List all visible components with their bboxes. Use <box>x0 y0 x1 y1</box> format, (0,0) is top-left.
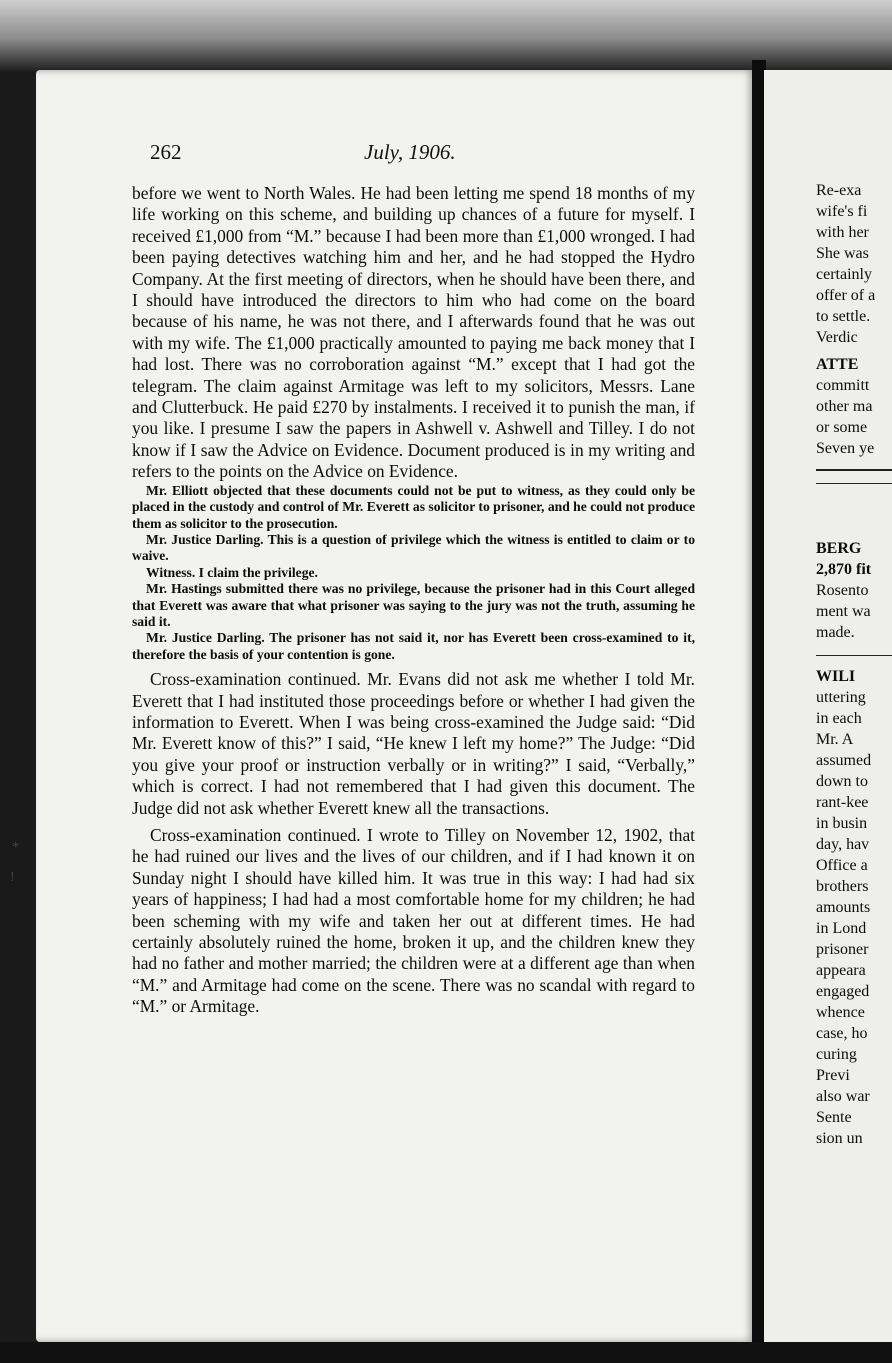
testimony-paragraph: Cross-examination continued. Mr. Evans did not ask me whether I told Mr. Everett that I had instituted those proceedings before or whether I had given the information to Everett. When I was being cross-examined the Judge said: “Did Mr. Everett know of this?” I said, “He knew I left my home?” The Judge: “Did you give your proof or instruction verbally or in writing?” I said, “Verbally,” which is correct. I had not remembered that I had given this document. The Judge did not ask whether Everett knew all the transactions. <box>132 669 695 818</box>
right-page-line: WILI <box>816 668 856 685</box>
right-page-line: down to <box>816 773 868 790</box>
right-page-line: sion un <box>816 1130 863 1147</box>
right-page-text <box>816 180 892 1149</box>
court-exchange-paragraph: Mr. Justice Darling. This is a question of privilege which the witness is entitled to claim or to waive. <box>132 531 695 564</box>
margin-mark: ! <box>10 870 15 885</box>
right-page-line: to settle. <box>816 308 871 325</box>
right-page-line: in busin <box>816 815 868 832</box>
right-page-line: also war <box>816 1088 870 1105</box>
right-page-line: offer of a <box>816 287 876 304</box>
right-page-line: with her <box>816 224 869 241</box>
court-exchange-paragraph: Mr. Hastings submitted there was no privilege, because the prisoner had in this Court alleged that Everett was aware that what prisoner was saying to the jury was not the truth, assuming he said it. <box>132 581 695 629</box>
right-page-line: amounts <box>816 899 871 916</box>
right-page-line: rant-kee <box>816 794 869 811</box>
right-page-line: Office a <box>816 857 868 874</box>
right-page-line: Previ <box>816 1067 850 1084</box>
right-page-line: made. <box>816 624 855 641</box>
right-page-line: Rosento <box>816 582 869 599</box>
right-page-line: case, ho <box>816 1025 868 1042</box>
right-page-line: day, hav <box>816 836 870 853</box>
right-page-line: prisoner <box>816 941 869 958</box>
right-page-line: uttering <box>816 689 866 706</box>
right-page <box>764 70 892 1350</box>
margin-mark: * <box>12 840 19 855</box>
right-page-line: committ <box>816 377 870 394</box>
right-page-line: BERG <box>816 540 862 557</box>
right-page-line: She was <box>816 245 869 262</box>
right-page-line: ment wa <box>816 603 871 620</box>
right-page-line: Sente <box>816 1109 852 1126</box>
section-rule <box>816 483 892 484</box>
testimony-paragraph: Cross-examination continued. I wrote to Tilley on November 12, 1902, that he had ruined our lives and the lives of our children, and if I had known it on Sunday night I should have killed him. It was true in this way: I had had six years of happiness; I had had a most comfortable home for my children; he had been scheming with my wife and taken her out at different times. He had certainly absolutely ruined the home, broken it up, and the children knew they had no father and mother married; the children were at a different age than when “M.” and Armitage had come on the scene. There was no scandal with regard to “M.” or Armitage. <box>132 825 695 1017</box>
right-page-line: in each <box>816 710 862 727</box>
right-page-line: appeara <box>816 962 866 979</box>
right-page-line: 2,870 fit <box>816 561 872 578</box>
right-page-line: assumed <box>816 752 872 769</box>
page-header <box>150 140 710 170</box>
right-page-line: Verdic <box>816 329 858 346</box>
right-page-line: Re-exa <box>816 182 862 199</box>
right-page-line: whence <box>816 1004 865 1021</box>
right-page-line: wife's fi <box>816 203 868 220</box>
right-page-line: engaged <box>816 983 870 1000</box>
right-page-line: Seven ye <box>816 440 875 457</box>
testimony-paragraph: before we went to North Wales. He had been letting me spend 18 months of my life working on this scheme, and building up chances of a future for myself. I received £1,000 from “M.” because I had been more than £1,000 wronged. I had been paying detectives watching him and her, and he had stopped the Hydro Company. At the first meeting of directors, when he should have been there, and I should have introduced the directors to him who had come on the board because of his name, he was not there, and I afterwards found that he was out with my wife. The £1,000 practically amounted to paying me back money that I had lost. There was no corroboration against “M.” except that I had got the telegram. The claim against Armitage was left to my solicitors, Messrs. Lane and Clutterbuck. He paid £270 by instalments. I received it to punish the man, if you like. I presume I saw the papers in Ashwell v. Ashwell and Tilley. I do not know if I saw the Advice on Evidence. Document produced is in my writing and refers to the points on the Advice on Evidence. <box>132 183 695 482</box>
right-page-line: or some <box>816 419 868 436</box>
page-number: 262 <box>150 140 182 164</box>
court-exchange-paragraph: Witness. I claim the privilege. <box>146 564 318 580</box>
right-page-line: Mr. A <box>816 731 854 748</box>
court-exchange-paragraph: Mr. Elliott objected that these documents could not be put to witness, as they could only be placed in the custody and control of Mr. Everett as solicitor to prisoner, and he could not produce them as solicitor to the prosecution. <box>132 482 695 531</box>
book-bottom-edge <box>0 1342 892 1363</box>
court-exchange-paragraph: Mr. Justice Darling. The prisoner has not said it, nor has Everett been cross-examined to it, therefore the basis of your contention is gone. <box>132 630 695 662</box>
left-page-text <box>132 183 695 1024</box>
right-page-line: curing <box>816 1046 857 1063</box>
right-page-line: other ma <box>816 398 873 415</box>
section-rule <box>816 469 892 471</box>
right-page-line: ATTE <box>816 356 859 373</box>
running-head <box>364 140 456 165</box>
right-page-line: in Lond <box>816 920 867 937</box>
right-page-line: certainly <box>816 266 872 283</box>
right-page-line: brothers <box>816 878 869 895</box>
section-rule <box>816 655 892 656</box>
running-head-text: July, 1906. <box>364 140 456 164</box>
